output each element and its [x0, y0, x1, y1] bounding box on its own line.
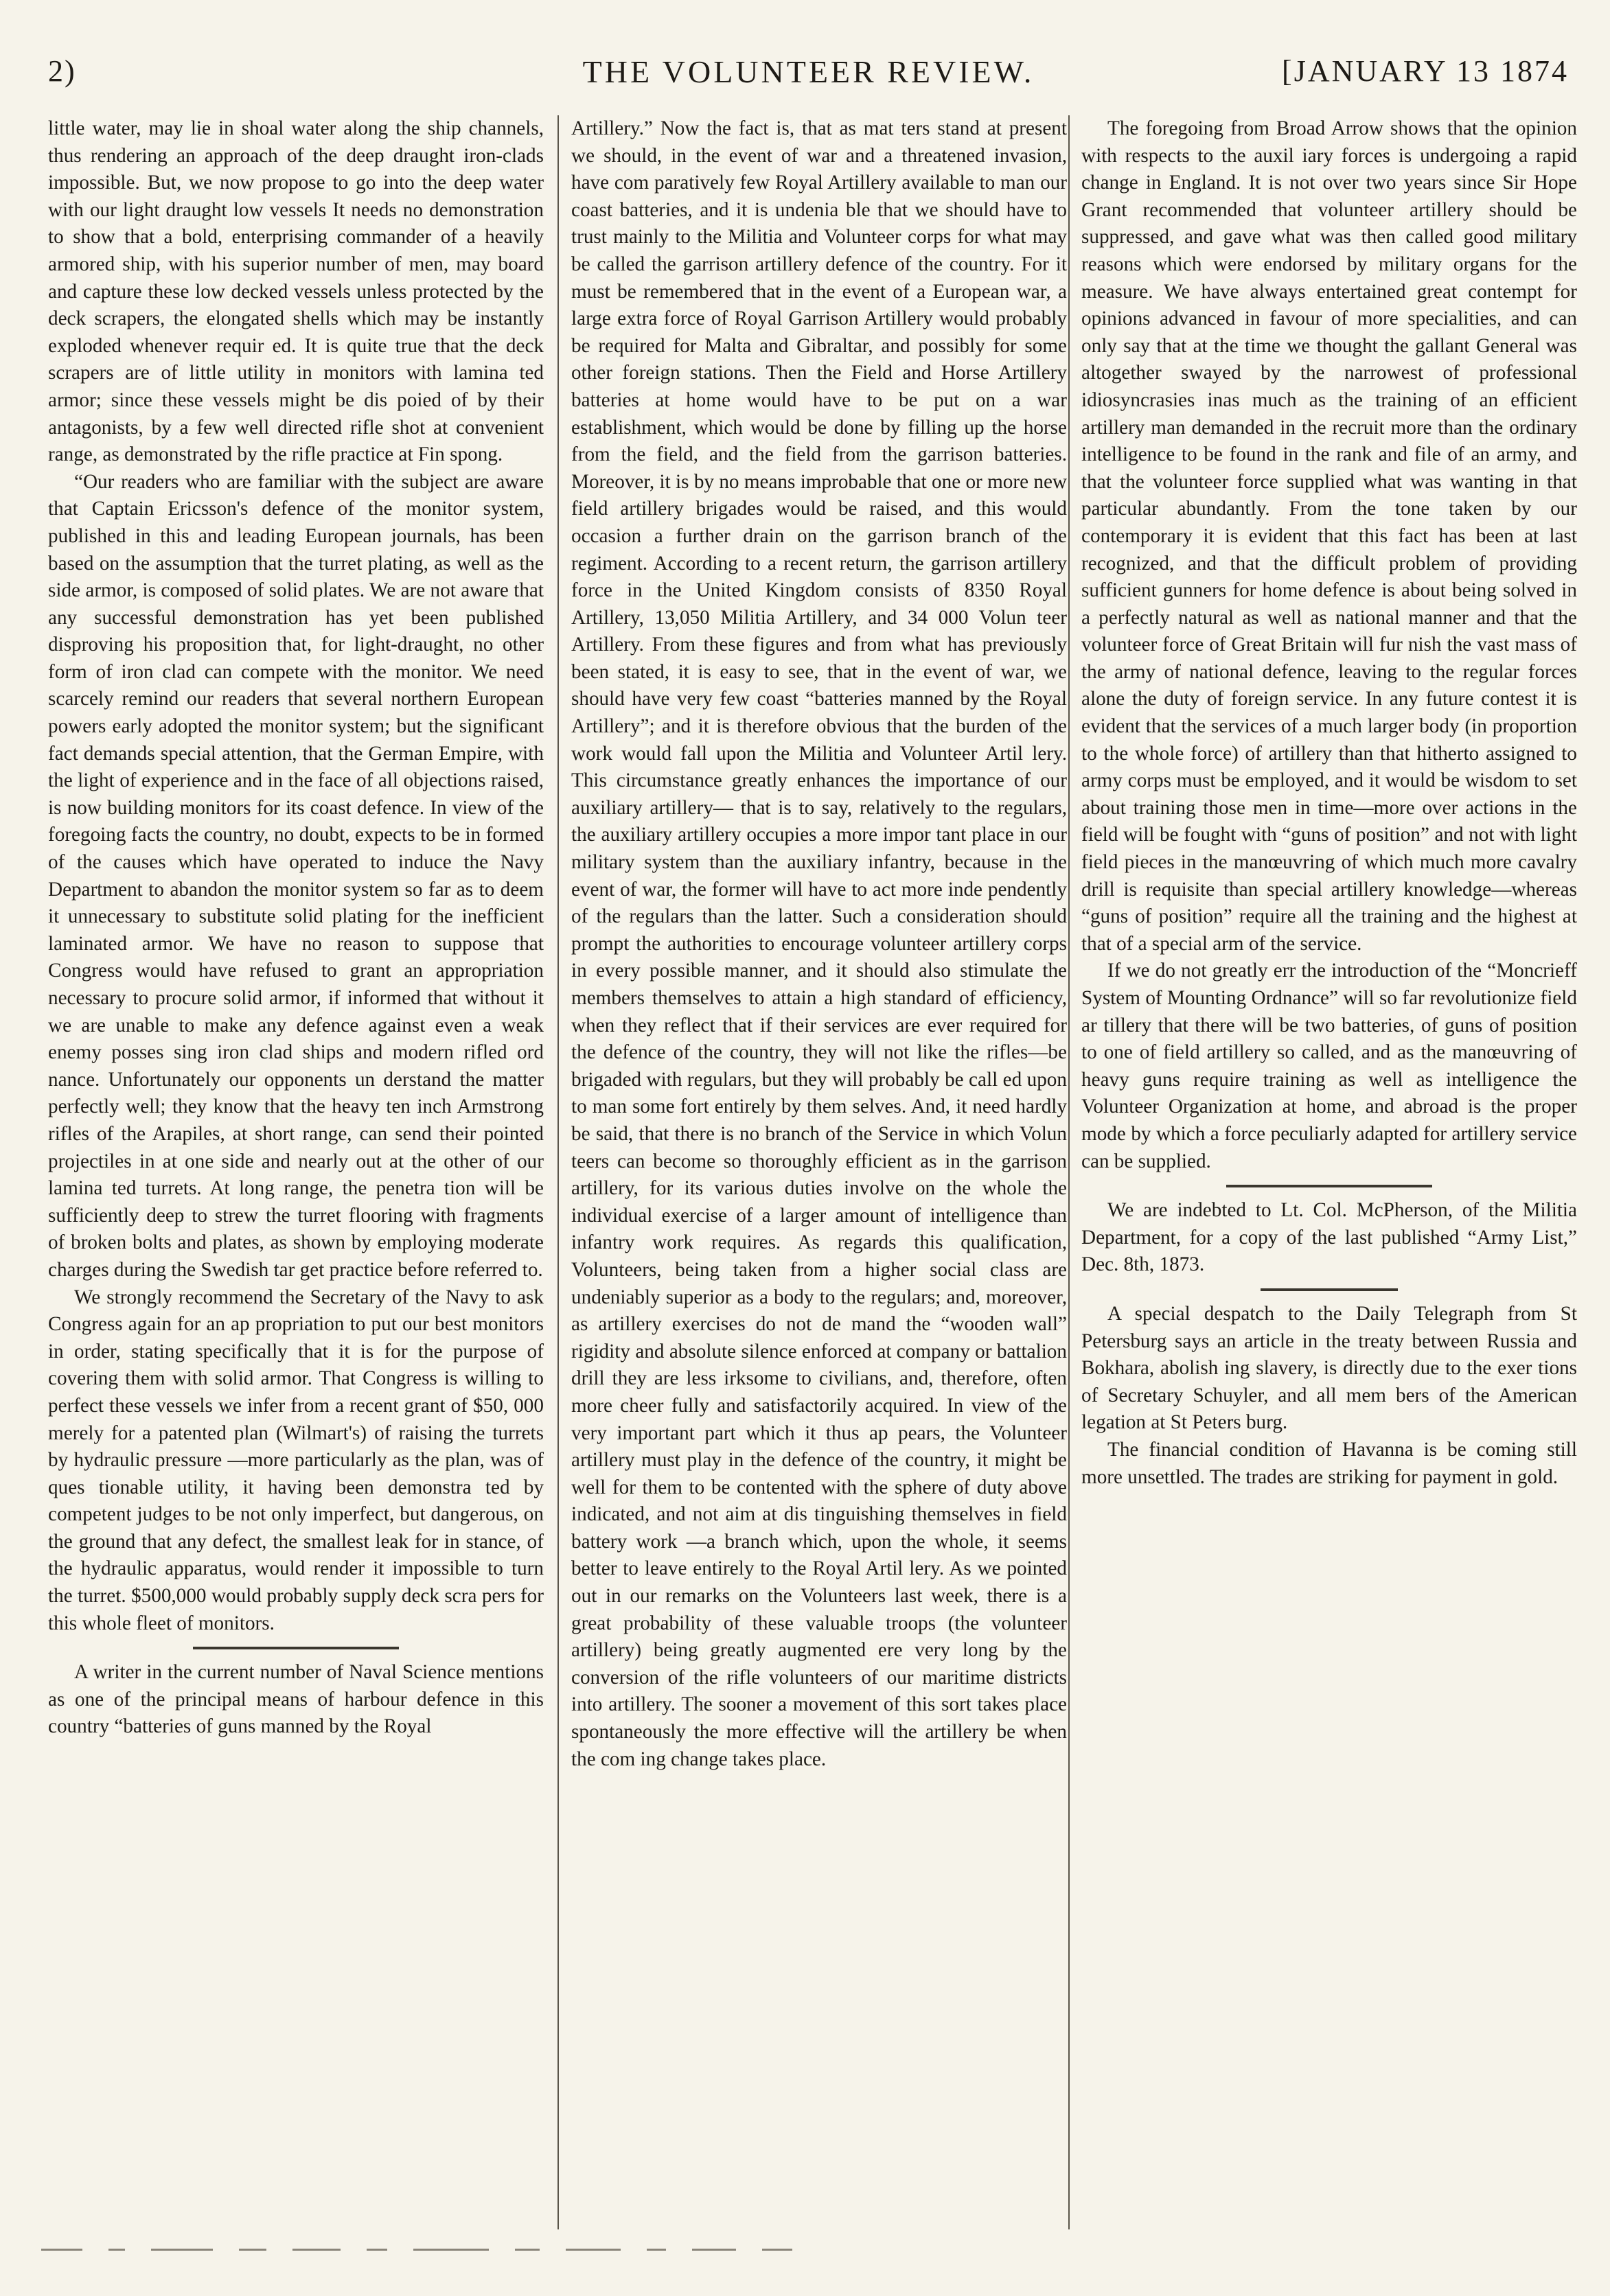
article-paragraph: We are indebted to Lt. Col. McPherson, of the Militia Department, for a copy of the last published “Army List,” Dec. 8th, 1873.: [1081, 1199, 1577, 1276]
column-divider: [1068, 115, 1070, 2229]
section-separator: [1226, 1185, 1432, 1187]
article-paragraph: little water, may lie in shoal water along the ship channels, thus rendering an approach of the deep draught iron-clads impossible. But, we now propose to go into the deep water with our light draught low vessels It needs no demonstration to show that a bold, enterprising commander of a heavily armored ship, with his superior number of men, may board and capture these low decked vessels unless protected by the deck scrapers, the elongated shells which may be instantly exploded whenever requir ed. It is quite true that the deck scrapers are of little utility in monitors with lamina ted armor; since these vessels might be dis poied of by their antagonists, by a few well directed rifle shot at convenient range, as demonstrated by the rifle practice at Fin spong.: [48, 117, 544, 466]
column-divider: [557, 115, 559, 2229]
column-3: [1081, 115, 1577, 1491]
article-paragraph: A special despatch to the Daily Telegraph from St Petersburg says an article in the treaty between Russia and Bokhara, abolish ing slavery, is directly due to the exer tions of Secretary Schuyler, and all mem bers of the American legation at St Peters burg.: [1081, 1302, 1577, 1434]
article-paragraph: The financial condition of Havanna is be coming still more unsettled. The trades are striking for payment in gold.: [1081, 1438, 1577, 1488]
issue-date: [JANUARY 13 1874: [1282, 54, 1569, 88]
page-number: 2): [48, 54, 76, 88]
article-paragraph: If we do not greatly err the introduction of the “Moncrieff System of Mounting Ordnance” will so far revolutionize field ar tillery that there will be two batteries, of guns of position to one of field artillery so called, and as the manœuvring of heavy guns require training as well as intelligence the Volunteer Organization at home, and abroad is the proper mode by which a force peculiarly adapted for artillery service can be supplied.: [1081, 960, 1577, 1172]
article-paragraph: A writer in the current number of Naval Science mentions as one of the principal means of harbour defence in this country “batteries of guns manned by the Royal: [48, 1661, 544, 1738]
article-paragraph: We strongly recommend the Secretary of the Navy to ask Congress again for an ap propriation to put our best monitors in order, stating specifically that it is for the purpose of covering them with solid armor. That Congress is willing to perfect these vessels we infer from a recent grant of $50, 000 merely for a patented plan (Wilmart's) of raising the turrets by hydraulic pressure —more particularly as the plan, was of ques tionable utility, it having been demonstra ted by competent judges to be not only imperfect, but dangerous, on the ground that any defect, the smallest leak for in stance, of the hydraulic apparatus, would render it impossible to turn the turret. $500,000 would probably supply deck scra pers for this whole fleet of monitors.: [48, 1286, 544, 1634]
article-paragraph: “Our readers who are familiar with the subject are aware that Captain Ericsson's defence of the monitor system, published in this and leading European journals, has been based on the assumption that the turret plating, as well as the side armor, is composed of solid plates. We are not aware that any successful demonstration has yet been published disproving his proposition that, for light-draught, no other form of iron clad can compete with the monitor. We need scarcely remind our readers that several northern European powers early adopted the monitor system; but the significant fact demands special attention, that the German Empire, with the light of experience and in the face of all objections raised, is now building monitors for its coast defence. In view of the foregoing facts the country, no doubt, expects to be in formed of the causes which have operated to induce the Navy Department to abandon the monitor system so far as to deem it unnecessary to substitute solid plating for the inefficient laminated armor. We have no reason to suppose that Congress would have refused to grant an appropriation necessary to procure solid armor, if informed that without it we are unable to make any defence against even a weak enemy posses sing iron clad ships and modern rifled ord nance. Unfortunately our opponents un derstand the matter perfectly well; they know that the heavy ten inch Armstrong rifles of the Arapiles, at short range, can send their pointed projectiles in at one side and nearly out at the other of our lamina ted turrets. At long range, the penetra tion will be sufficiently deep to strew the turret flooring with fragments of broken bolts and plates, as shown by employing moderate charges during the Swedish tar get practice before referred to.: [48, 470, 544, 1281]
section-separator: [193, 1647, 399, 1649]
column-1: [48, 115, 544, 1741]
article-paragraph: Artillery.” Now the fact is, that as mat ters stand at present we should, in the event of war and a threatened invasion, have com paratively few Royal Artillery available to man our coast batteries, and it is undenia ble that we should have to trust mainly to the Militia and Volunteer corps for what may be called the garrison artillery defence of the country. For it must be remembered that in the event of a European war, a large extra force of Royal Garrison Artillery would probably be required for Malta and Gibraltar, and possibly for some other foreign stations. Then the Field and Horse Artillery batteries at home would have to be put on a war establishment, which would be done by filling up the horse from the field, and the field from the garrison batteries. Moreover, it is by no means improbable that one or more new field artillery brigades would be raised, and this would occasion a further drain on the garrison branch of the regiment. According to a recent return, the garrison artillery force in the United Kingdom consists of 8350 Royal Artillery, 13,050 Militia Artillery, and 34 000 Volun teer Artillery. From these figures and from what has previously been stated, it is easy to see, that in the event of war, we should have very few coast “batteries manned by the Royal Artillery”; and it is therefore obvious that the burden of the work would fall upon the Militia and Volunteer Artil lery. This circumstance greatly enhances the importance of our auxiliary artillery— that is to say, relatively to the regulars, the auxiliary artillery occupies a more impor tant place in our military system than the auxiliary infantry, because in the event of war, the former will have to act more inde pendently of the regulars than the latter. Such a consideration should prompt the authorities to encourage volunteer artillery corps in every possible manner, and it should also stimulate the members themselves to attain a high standard of efficiency, when they reflect that if their services are ever required for the defence of the country, they will not like the rifles—be brigaded with regulars, but they will probably be call ed upon to man some fort entirely by them selves. And, it need hardly be said, that there is no branch of the Service in which Volun teers can become so thoroughly efficient as in the garrison artillery, for its various duties involve on the whole the individual exercise of a larger amount of intelligence than infantry work requires. As regards this qualification, Volunteers, being taken from a higher social class are undeniably superior as a body to the regulars; and, moreover, as artillery exercises do not de mand the “wooden wall” rigidity and absolute silence enforced at company or battalion drill they are less irksome to civilians, and, therefore, often more cheer fully and satisfactorily acquired. In view of the very important part which it thus ap pears, the Volunteer artillery must play in the defence of the country, it might be well for them to be contented with the sphere of duty above indicated, and not aim at dis tinguishing themselves in field battery work —a branch which, upon the whole, it seems better to leave entirely to the Royal Artil lery. As we pointed out in our remarks on the Volunteers last week, there is a great probability of these valuable troops (the volunteer artillery) being greatly augmented ere very long by the conversion of the rifle volunteers of our maritime districts into artillery. The sooner a movement of this sort takes place spontaneously the more effective will the artillery be when the com ing change takes place.: [571, 117, 1067, 1770]
print-bleed-noise: [41, 2243, 1569, 2277]
column-2: [571, 115, 1067, 1773]
section-separator: [1261, 1288, 1398, 1291]
article-paragraph: The foregoing from Broad Arrow shows that the opinion with respects to the auxil iary forces is undergoing a rapid change in England. It is not over two years since Sir Hope Grant recommended that volunteer artillery should be suppressed, and gave what was then called good military reasons which were endorsed by military organs for the measure. We have always entertained great contempt for opinions advanced in favour of more specialities, and can only say that at the time we thought the gallant General was altogether swayed by the narrowest of professional idiosyncrasies inas much as the training of an efficient artillery man demanded in the recruit more than the ordinary intelligence to be found in the rank and file of an army, and that the volunteer force supplied what was wanting in that particular abundantly. From the tone taken by our contemporary it is evident that this fact has been at last recognized, and that the difficult problem of providing sufficient gunners for home defence is about being solved in a perfectly natural as well as national manner and that the volunteer force of Great Britain will fur nish the vast mass of the army of national defence, leaving to the regular forces alone the duty of foreign service. In any future contest it is evident that the services of a much larger body (in proportion to the whole force) of artillery than that hitherto assigned to army corps must be employed, and it would be wisdom to set about training those men in time—more over actions in the field will be fought with “guns of position” and not with light field pieces in the manœuvring of which much more cavalry drill is requisite than special artillery knowledge—whereas “guns of position” require all the training and the highest at that of a special arm of the service.: [1081, 117, 1577, 955]
newspaper-title: THE VOLUNTEER REVIEW.: [582, 54, 1035, 89]
page-header: [48, 54, 1569, 95]
